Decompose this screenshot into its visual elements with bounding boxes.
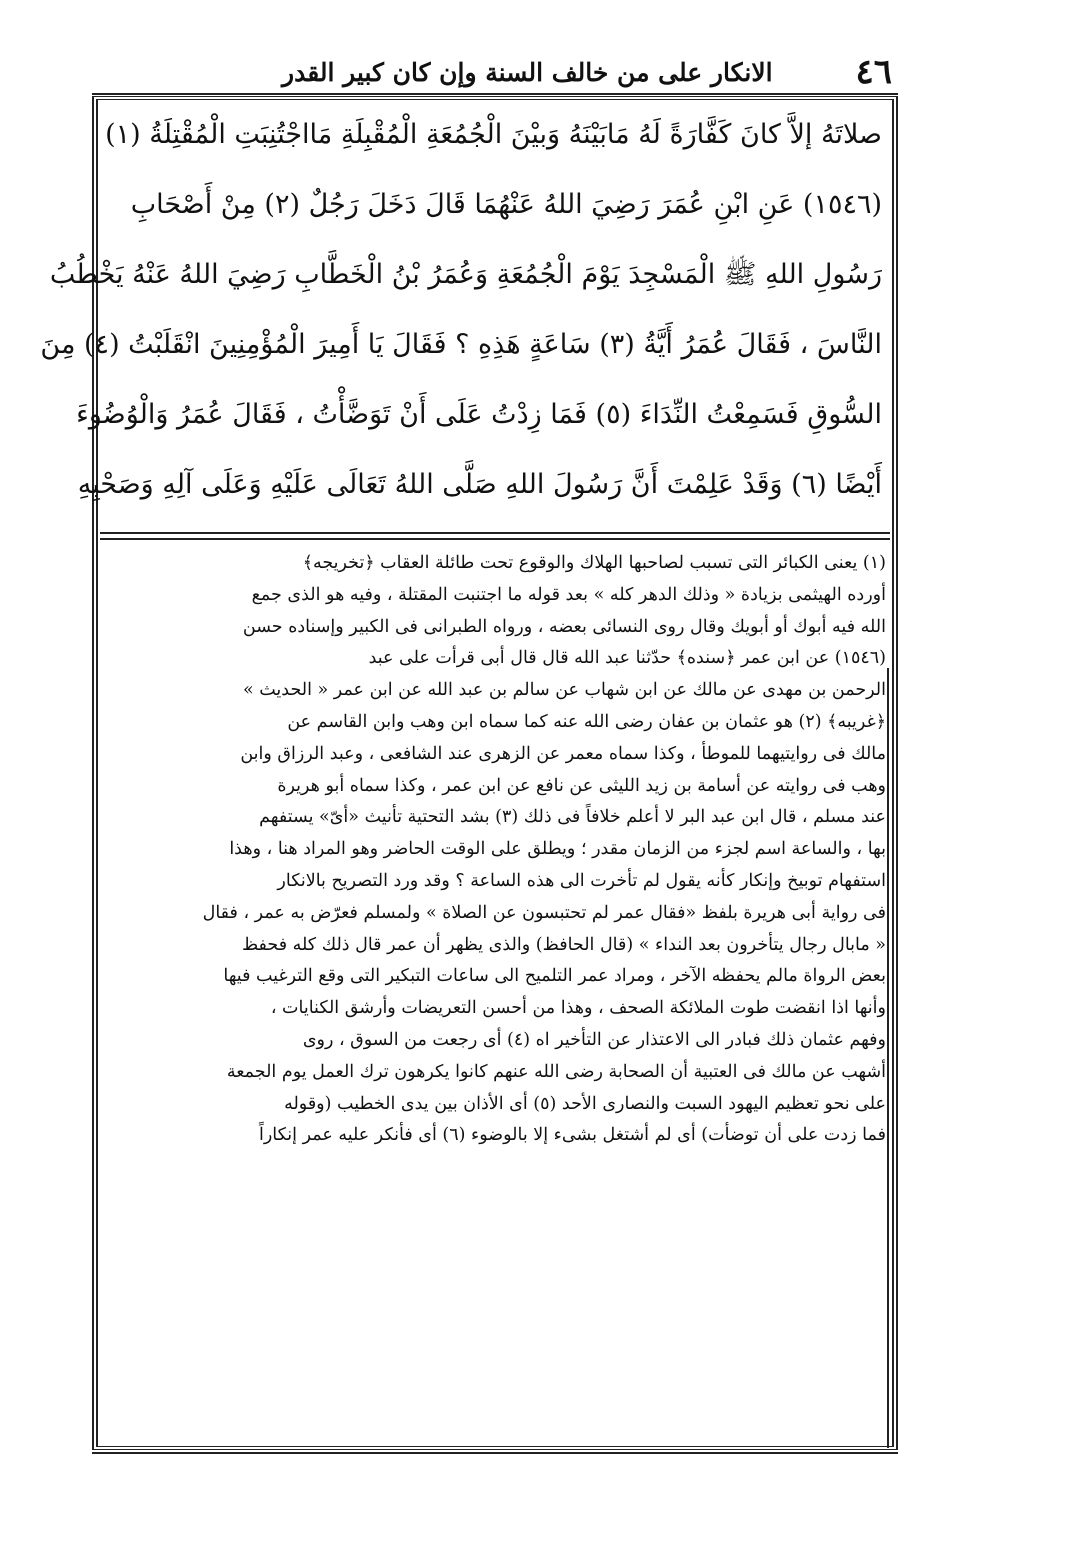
main-line: النَّاسَ ، فَقَالَ عُمَرُ أَيَّةُ (٣) سَاعَةٍ هَذِهِ ؟ فَقَالَ يَا أَمِيرَ الْمُؤْمِنِينَ انْقَلَبْتُ (٤) مِنَ xyxy=(40,329,882,360)
footnote-line: (١) يعنى الكبائر التى تسبب لصاحبها الهلاك والوقوع تحت طائلة العقاب ﴿تخريجه﴾ xyxy=(302,553,886,573)
footnote-line: بها ، والساعة اسم لجزء من الزمان مقدر ؛ ويطلق على الوقت الحاضر وهو المراد هنا ، وهذا xyxy=(229,839,886,860)
section-divider xyxy=(100,532,890,540)
footnote-line: ﴿غريبه﴾ (٢) هو عثمان بن عفان رضى الله عنه كما سماه ابن وهب وابن القاسم عن xyxy=(287,711,886,732)
footnote-line: الله فيه أبوك أو أبويك وقال روى النسائى بعضه ، ورواه الطبرانى فى الكبير وإسناده حسن xyxy=(242,616,886,637)
footnote-column-rule xyxy=(887,668,889,1448)
footnote-line: أورده الهيثمى بزيادة « وذلك الدهر كله » بعد قوله ما اجتنبت المقتلة ، وفيه هو الذى جمع xyxy=(251,584,886,605)
footnote-line: أشهب عن مالك فى العتبية أن الصحابة رضى الله عنهم كانوا يكرهون ترك العمل يوم الجمعة xyxy=(226,1061,886,1082)
footnotes xyxy=(104,548,886,1440)
footnote-line: بعض الرواة مالم يحفظه الآخر ، ومراد عمر التلميح الى ساعات التبكير التى وقع الترغيب فيها xyxy=(223,966,886,987)
footnote-line: وفهم عثمان ذلك فبادر الى الاعتذار عن التأخير اه (٤) أى رجعت من السوق ، روى xyxy=(302,1029,886,1050)
top-rule xyxy=(92,93,898,95)
footnote-line: على نحو تعظيم اليهود السبت والنصارى الأحد (٥) أى الأذان بين يدى الخطيب (وقوله xyxy=(284,1093,886,1114)
page-header xyxy=(92,50,892,94)
footnote-line: فما زدت على أن توضأت) أى لم أشتغل بشىء إلا بالوضوء (٦) أى فأنكر عليه عمر إنكاراً xyxy=(258,1125,886,1146)
main-line: أَيْضًا (٦) وَقَدْ عَلِمْتَ أَنَّ رَسُولَ اللهِ صَلَّى اللهُ تَعَالَى عَلَيْهِ وَعَلَى آلِهِ وَصَحْبِهِ xyxy=(77,469,882,500)
main-line: رَسُولِ اللهِ ﷺ الْمَسْجِدَ يَوْمَ الْجُمُعَةِ وَعُمَرُ بْنُ الْخَطَّابِ رَضِيَ اللهُ عَنْهُ يَخْطُبُ xyxy=(49,259,882,290)
footnote-line: عند مسلم ، قال ابن عبد البر لا أعلم خلافاً فى ذلك (٣) بشد التحتية تأنيث «أىّ» يستفهم xyxy=(259,807,886,828)
main-line: السُّوقِ فَسَمِعْتُ النِّدَاءَ (٥) فَمَا زِدْتُ عَلَى أَنْ تَوَضَّأْتُ ، فَقَالَ عُمَرُ وَالْوُضُوءَ xyxy=(76,399,882,430)
footnote-line: وهب فى روايته عن أسامة بن زيد الليثى عن نافع عن ابن عمر ، وكذا سماه أبو هريرة xyxy=(277,775,886,796)
footnote-line: (١٥٤٦) عن ابن عمر ﴿سنده﴾ حدّثنا عبد الله قال قال أبى قرأت على عبد xyxy=(368,648,886,669)
main-line: صلاتَهُ إلاَّ كانَ كَفَّارَةً لَهُ مَابَيْنَهُ وَبيْنَ الْجُمُعَةِ الْمُقْبِلَةِ مَااجْتُنِبَتِ الْمُقْتِلَةُ (١) xyxy=(105,119,882,150)
footnote-line: الرحمن بن مهدى عن مالك عن ابن شهاب عن سالم بن عبد الله عن ابن عمر « الحديث » xyxy=(242,680,886,701)
hadith-text xyxy=(40,100,882,530)
footnote-line: استفهام توبيخ وإنكار كأنه يقول لم تأخرت الى هذه الساعة ؟ وقد ورد التصريح بالانكار xyxy=(277,870,886,891)
footnote-line: « مابال رجال يتأخرون بعد النداء » (قال الحافظ) والذى يظهر أن عمر قال ذلك كله فحفظ xyxy=(241,934,886,955)
main-line: (١٥٤٦) عَنِ ابْنِ عُمَرَ رَضِيَ اللهُ عَنْهُمَا قَالَ دَخَلَ رَجُلٌ (٢) مِنْ أَصْحَابِ xyxy=(130,189,882,220)
running-title: الانكار على من خالف السنة وإن كان كبير القدر xyxy=(282,57,773,87)
bottom-rule xyxy=(92,1452,898,1454)
page-number: ٤٦ xyxy=(855,52,892,92)
footnote-line: وأنها اذا انقضت طوت الملائكة الصحف ، وهذا من أحسن التعريضات وأرشق الكنايات ، xyxy=(270,998,886,1019)
footnote-line: مالك فى روايتيهما للموطأ ، وكذا سماه معمر عن الزهرى عند الشافعى ، وعبد الرزاق وابن xyxy=(240,743,886,764)
footnote-line: فى رواية أبى هريرة بلفظ «فقال عمر لم تحتبسون عن الصلاة » ولمسلم فعرّض به عمر ، فقال xyxy=(202,902,886,923)
